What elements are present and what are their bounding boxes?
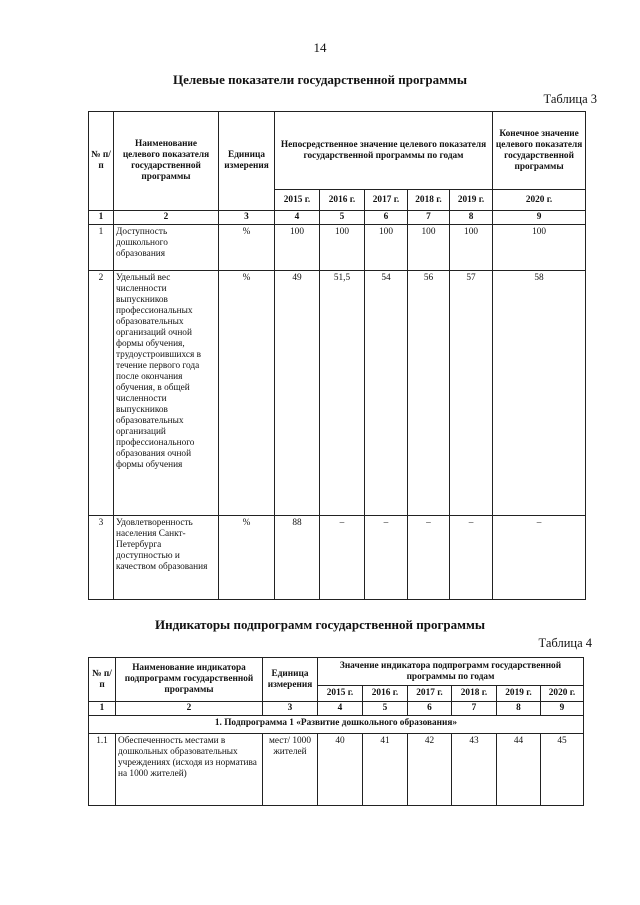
column-number: 3	[219, 211, 275, 225]
row-value: 100	[275, 225, 320, 271]
year-header: 2015 г.	[318, 686, 363, 702]
row-unit: мест/ 1000 жителей	[263, 734, 318, 806]
row-value: 100	[365, 225, 408, 271]
column-number: 4	[318, 702, 363, 716]
row-unit: %	[219, 271, 275, 516]
row-name: Удельный вес численности выпускников профессиональных образовательных организаций очной формы обучения, трудоустроившихся в течение первого года после окончания обучения, в общей численности выпускников образовательных организаций профессионального образования очной формы обучения	[114, 271, 219, 516]
row-num: 1	[89, 225, 114, 271]
target-indicators-table	[88, 111, 586, 600]
header-num: № п/п	[89, 658, 116, 702]
row-num: 1.1	[89, 734, 116, 806]
row-value: 100	[450, 225, 493, 271]
header-direct-values: Непосредственное значение целевого показателя государственной программы по годам	[275, 112, 493, 190]
row-value: 44	[497, 734, 541, 806]
column-number: 5	[363, 702, 408, 716]
column-number: 6	[408, 702, 452, 716]
row-name: Удовлетворенность населения Санкт-Петербурга доступностью и качеством образования	[114, 516, 219, 600]
row-value: 88	[275, 516, 320, 600]
row-value: 54	[365, 271, 408, 516]
header-final-value: Конечное значение целевого показателя государственной программы	[493, 112, 586, 190]
row-name: Доступность дошкольного образования	[114, 225, 219, 271]
row-value: 41	[363, 734, 408, 806]
column-number: 1	[89, 211, 114, 225]
column-number: 4	[275, 211, 320, 225]
row-value: 57	[450, 271, 493, 516]
row-num: 3	[89, 516, 114, 600]
row-value: –	[320, 516, 365, 600]
row-final: 100	[493, 225, 586, 271]
final-year-header: 2020 г.	[493, 190, 586, 211]
year-header: 2016 г.	[320, 190, 365, 211]
table4-label: Таблица 4	[538, 636, 592, 650]
column-number: 6	[365, 211, 408, 225]
header-values: Значение индикатора подпрограмм государственной программы по годам	[318, 658, 584, 686]
row-value: –	[408, 516, 450, 600]
year-header: 2018 г.	[408, 190, 450, 211]
year-header: 2019 г.	[450, 190, 493, 211]
table4-heading: Индикаторы подпрограмм государственной программы	[154, 617, 486, 632]
column-number: 8	[450, 211, 493, 225]
column-number: 2	[114, 211, 219, 225]
row-value: 45	[541, 734, 584, 806]
row-value: –	[365, 516, 408, 600]
column-number: 1	[89, 702, 116, 716]
row-value: 49	[275, 271, 320, 516]
column-number: 9	[541, 702, 584, 716]
year-header: 2015 г.	[275, 190, 320, 211]
row-name: Обеспеченность местами в дошкольных образовательных учреждениях (исходя из норматива на 1000 жителей)	[116, 734, 263, 806]
year-header: 2020 г.	[541, 686, 584, 702]
table-row	[89, 225, 586, 271]
page-number: 14	[313, 40, 327, 55]
header-unit: Единица измерения	[263, 658, 318, 702]
row-num: 2	[89, 271, 114, 516]
row-value: 51,5	[320, 271, 365, 516]
header-name: Наименование целевого показателя государственной программы	[114, 112, 219, 211]
column-number: 9	[493, 211, 586, 225]
year-header: 2019 г.	[497, 686, 541, 702]
row-final: –	[493, 516, 586, 600]
row-unit: %	[219, 225, 275, 271]
column-number: 5	[320, 211, 365, 225]
table3-heading: Целевые показатели государственной программы	[172, 72, 468, 87]
table-row	[89, 516, 586, 600]
header-unit: Единица измерения	[219, 112, 275, 211]
row-value: 100	[408, 225, 450, 271]
table-row	[89, 271, 586, 516]
subprogram-section-title: 1. Подпрограмма 1 «Развитие дошкольного образования»	[89, 716, 584, 734]
row-value: 100	[320, 225, 365, 271]
year-header: 2018 г.	[452, 686, 497, 702]
subprogram-indicators-table	[88, 657, 584, 806]
row-final: 58	[493, 271, 586, 516]
row-unit: %	[219, 516, 275, 600]
row-value: –	[450, 516, 493, 600]
row-value: 40	[318, 734, 363, 806]
year-header: 2016 г.	[363, 686, 408, 702]
column-number: 7	[452, 702, 497, 716]
table-row	[89, 734, 584, 806]
column-number: 8	[497, 702, 541, 716]
year-header: 2017 г.	[408, 686, 452, 702]
table3-label: Таблица 3	[543, 92, 597, 106]
column-number: 7	[408, 211, 450, 225]
header-name: Наименование индикатора подпрограмм государственной программы	[116, 658, 263, 702]
year-header: 2017 г.	[365, 190, 408, 211]
row-value: 42	[408, 734, 452, 806]
column-number: 2	[116, 702, 263, 716]
column-number: 3	[263, 702, 318, 716]
header-num: № п/п	[89, 112, 114, 211]
row-value: 56	[408, 271, 450, 516]
row-value: 43	[452, 734, 497, 806]
